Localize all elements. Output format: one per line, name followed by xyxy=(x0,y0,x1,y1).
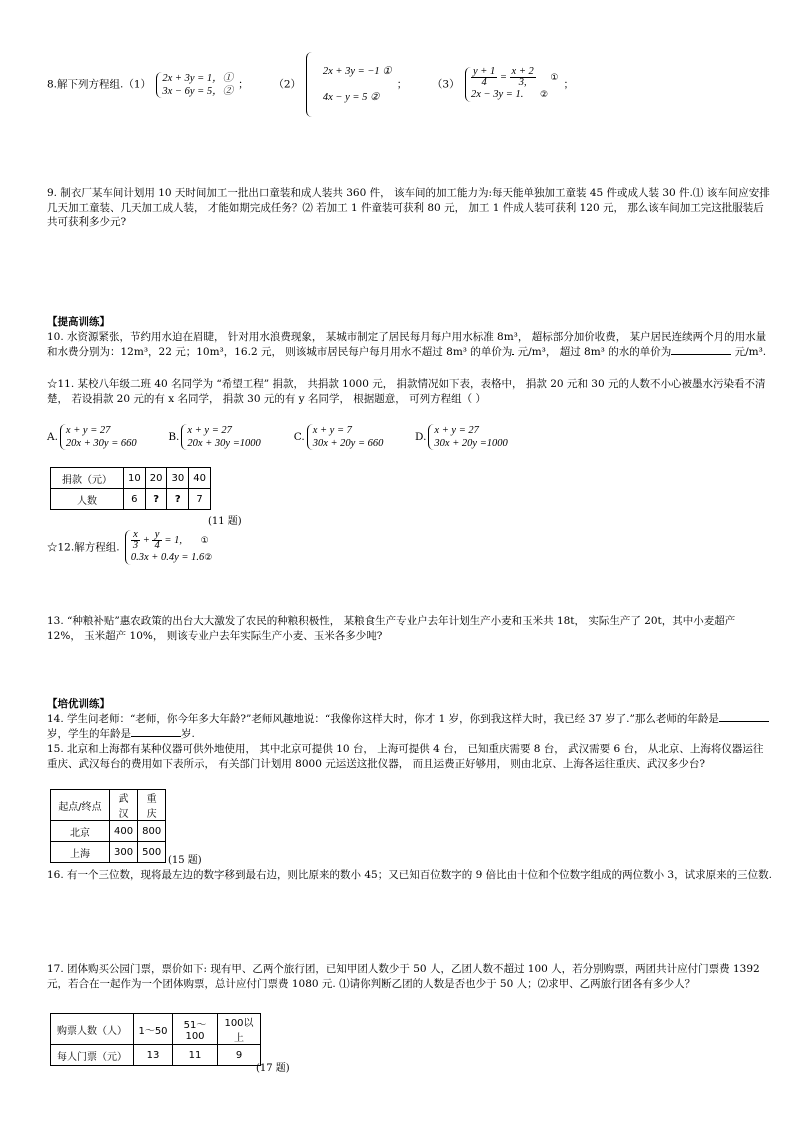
q14-text-a: 14. 学生问老师：“老师，你今年多大年龄?”老师风趣地说：“我像你这样大时，你才 1 岁，你到我这样大时，我已经 37 岁了.”那么老师的年龄是 xyxy=(47,713,719,725)
question-8 xyxy=(47,52,772,117)
q8-sep2: ； xyxy=(396,78,408,91)
q8-s2-row1: 2x + 3y = −1 ① xyxy=(322,66,392,77)
question-9: 9. 制衣厂某车间计划用 10 天时间加工一批出口童装和成人装共 360 件， 该车间的加工能力为:每天能单独加工童装 45 件或成人装 30 件.⑴ 该车间应安排几天加工童装、几天加工成人装， 才能如期完成任务？⑵ 若加工 1 件童装可获利 80 元， 加工 1 件成人装可获利 120 元， 那么该车间加工完这批服装后共可获利多少元? xyxy=(47,187,770,228)
section-title-excellence: 【培优训练】 xyxy=(47,698,110,710)
q8-frac-1: $\frac{y + 1}{4}$ xyxy=(472,66,496,88)
q10-blank-2 xyxy=(671,354,731,355)
q8-s3-row2: 2x − 3y = 1. xyxy=(470,89,524,100)
table-row: 购票人数（人） 1～50 51～100 100以上 xyxy=(51,1014,261,1045)
q8-system-1 xyxy=(156,72,236,98)
q10-text-c: 元/m³. xyxy=(734,345,767,358)
q8-sep1: ； xyxy=(238,78,249,91)
question-10 xyxy=(47,330,772,359)
table-row: 人数 6 ? ? 7 xyxy=(51,489,211,510)
table-row: 上海 300 500 xyxy=(51,842,166,863)
q14-text-b: 岁，学生的年龄是 xyxy=(47,727,131,740)
q10-text-b: 元/m³， 超过 8m³ 的水的单价为 xyxy=(517,345,672,358)
q12-prefix: ☆12.解方程组. xyxy=(47,541,120,554)
q14-text-c: 岁. xyxy=(181,727,195,740)
q8-frac-2: $\frac{x + 2}{3,}$ xyxy=(511,66,534,88)
table-row: 北京 400 800 xyxy=(51,821,166,842)
question-12 xyxy=(47,530,772,565)
table-row: 每人门票（元） 13 11 9 xyxy=(51,1045,261,1066)
q8-s1-row2: 3x − 6y = 5，② xyxy=(162,85,234,97)
q10-text-a: 10. 水资源紧张，节约用水迫在眉睫， 针对用水浪费现象， 某城市制定了居民每月每户用水标准 8m³， 超标部分加价收费， 某户居民连续两个月的用水量和水费分别为：12m³，22 元；10m³，16.2 元， 则该城市居民每户每月用水不超过 8m³ 的单价为 xyxy=(47,331,767,358)
question-13: 13. “种粮补贴”惠农政策的出台大大激发了农民的种粮积极性， 某粮食生产专业户去年计划生产小麦和玉米共 18t， 实际生产了 20t，其中小麦超产 12%， 玉米超产 10%， 则该专业户去年实际生产小麦、玉米各多少吨? xyxy=(47,615,736,642)
q12-system: $\frac{x}{3}$ + $\frac{y}{4}$ = 1, ① 0.3x + 0.4y = 1.6② xyxy=(125,530,215,565)
q8-sep3: ； xyxy=(563,78,574,91)
q11-option-c: C.x + y = 7 30x + 20y = 660 xyxy=(294,424,412,450)
section-title-advanced: 【提高训练】 xyxy=(47,316,110,328)
question-11: ☆11. 某校八年级二班 40 名同学为 “希望工程” 捐款， 共捐款 1000 元， 捐款情况如下表，表格中， 捐款 20 元和 30 元的人数不小心被墨水污染看不清楚， 若设捐款 20 元的有 x 名同学， 捐款 30 元的有 y 名同学， 根据题意， 可列方程组（ ） xyxy=(47,378,766,405)
q11-option-d: D.x + y = 27 30x + 20y =1000 xyxy=(415,424,535,450)
q15-caption: (15 题) xyxy=(168,855,202,866)
q8-s1-row1: 2x + 3y = 1，① xyxy=(162,72,234,84)
question-16: 16. 有一个三位数，现将最左边的数字移到最右边，则比原来的数小 45；又已知百位数字的 9 倍比由十位和个位数字组成的两位数小 3，试求原来的三位数. xyxy=(47,869,772,881)
q11-options xyxy=(47,424,772,450)
q11-option-a: A.x + y = 27 20x + 30y = 660 xyxy=(47,424,165,450)
q8-mark-2: ② xyxy=(539,90,549,100)
q14-blank-2 xyxy=(131,736,181,737)
table-row: 起点/终点 武汉 重庆 xyxy=(51,790,166,821)
q14-blank-1 xyxy=(719,721,769,722)
q8-p3: （3） xyxy=(431,78,460,91)
q15-table xyxy=(50,789,166,863)
question-14 xyxy=(47,712,772,741)
question-15: 15. 北京和上海都有某种仪器可供外地使用， 其中北京可提供 10 台， 上海可提供 4 台， 已知重庆需要 8 台， 武汉需要 6 台， 从北京、上海将仪器运往重庆、武汉每台的费用如下表所示， 有关部门计划用 8000 元运送这批仪器， 而且运费正好够用， 则由北京、上海各运往重庆、武汉多少台? xyxy=(47,743,764,770)
q8-p2: （2） xyxy=(273,78,302,91)
q8-s2-row2: 4x − y = 5 ② xyxy=(322,92,380,103)
q8-eq: = xyxy=(499,71,507,83)
q8-mark-1: ① xyxy=(550,72,559,83)
q8-system-2 xyxy=(306,52,394,117)
q11-table xyxy=(50,467,211,510)
table-row: 捐款（元） 10 20 30 40 xyxy=(51,468,211,489)
question-17: 17. 团体购买公园门票，票价如下: 现有甲、乙两个旅行团，已知甲团人数少于 50 人，乙团人数不超过 100 人，若分别购票，两团共计应付门票费 1392 元，若合在一起作为一个团体购票，总计应付门票费 1080 元. ⑴请你判断乙团的人数是否也少于 50 人；⑵求甲、乙两旅行团各有多少人？ xyxy=(47,963,760,990)
q11-option-b: B.x + y = 27 20x + 30y =1000 xyxy=(168,424,290,450)
q17-caption: (17 题) xyxy=(256,1063,290,1074)
q10-blank-1 xyxy=(512,354,514,355)
q11-caption: (11 题) xyxy=(208,516,242,527)
q17-table xyxy=(50,1013,261,1066)
q8-system-3 xyxy=(465,67,562,102)
q8-prefix: 8.解下列方程组.（1） xyxy=(47,78,152,91)
